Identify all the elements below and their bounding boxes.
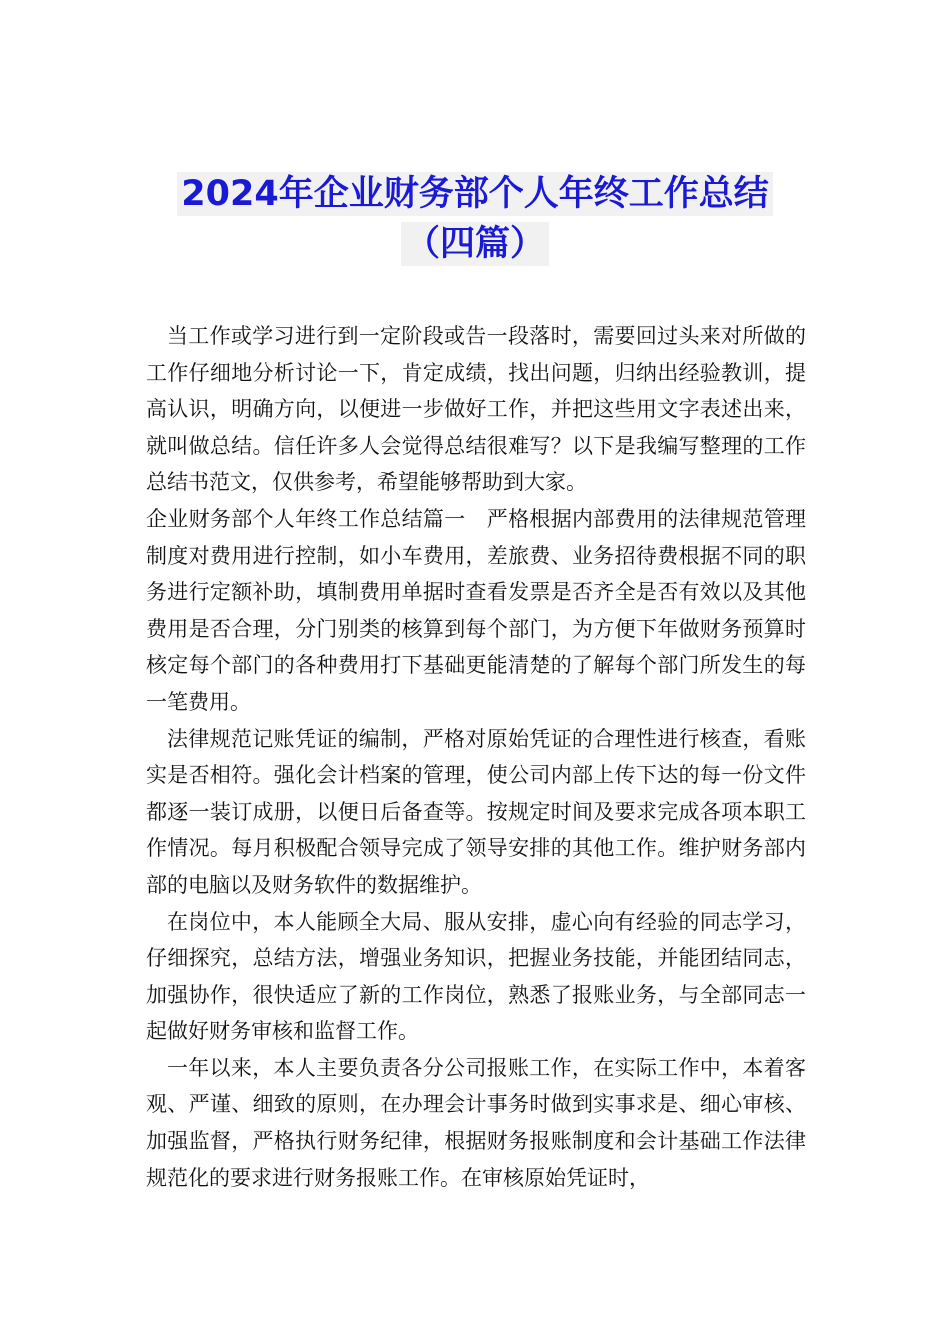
paragraph-position: 在岗位中，本人能顾全大局、服从安排，虚心向有经验的同志学习，仔细探究，总结方法，增强业务知识，把握业务技能，并能团结同志，加强协作，很快适应了新的工作岗位，熟悉了报账业务，与全部同志一起做好财务审核和监督工作。 (146, 909, 806, 1044)
paragraph-vouchers: 法律规范记账凭证的编制，严格对原始凭证的合理性进行核查，看账实是否相符。强化会计档案的管理，使公司内部上传下达的每一份文件都逐一装订成册，以便日后备查等。按规定时间及要求完成各项本职工作情况。每月积极配合领导完成了领导安排的其他工作。维护财务部内部的电脑以及财务软件的数据维护。 (146, 726, 806, 897)
paragraph-year-review: 一年以来，本人主要负责各分公司报账工作，在实际工作中，本着客观、严谨、细致的原则，在办理会计事务时做到实事求是、细心审核、加强监督，严格执行财务纪律，根据财务报账制度和会计基础工作法律规范化的要求进行财务报账工作。在审核原始凭证时， (146, 1055, 806, 1190)
document-title (0, 172, 950, 272)
paragraph-section-one: 企业财务部个人年终工作总结篇一 严格根据内部费用的法律规范管理制度对费用进行控制，如小车费用，差旅费、业务招待费根据不同的职务进行定额补助，填制费用单据时查看发票是否齐全是否有效以及其他费用是否合理，分门别类的核算到每个部门，为方便下年做财务预算时核定每个部门的各种费用打下基础更能清楚的了解每个部门所发生的每一笔费用。 (146, 506, 806, 714)
document-body (146, 318, 806, 1196)
title-line-2: （四篇） (401, 222, 549, 266)
paragraph-intro: 当工作或学习进行到一定阶段或告一段落时，需要回过头来对所做的工作仔细地分析讨论一下，肯定成绩，找出问题，归纳出经验教训，提高认识，明确方向，以便进一步做好工作，并把这些用文字表述出来，就叫做总结。信任许多人会觉得总结很难写？以下是我编写整理的工作总结书范文，仅供参考，希望能够帮助到大家。 (146, 324, 806, 495)
title-line-1: 2024年企业财务部个人年终工作总结 (177, 172, 772, 216)
